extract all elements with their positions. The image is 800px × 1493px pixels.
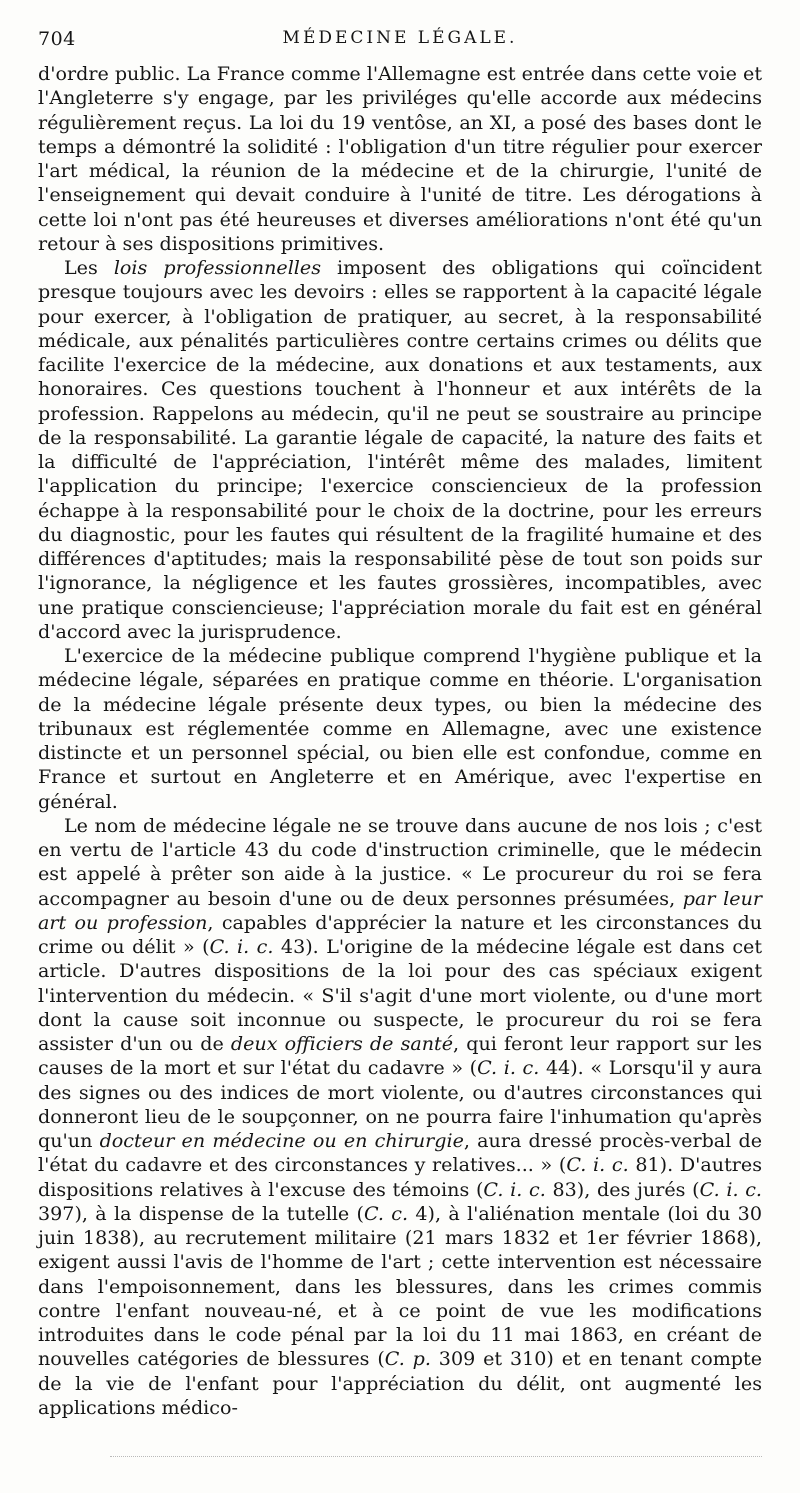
text-run: 44). « Lorsqu'il y aura des signes ou des indices de mort violente, ou d'autres circonstances qui donneront lieu de le soupçonner, on ne pourra faire l'inhumation qu'après qu'un: [38, 1056, 763, 1152]
text-run: 4), à l'aliénation mentale (loi du 30 juin 1838), au recrutement militaire (21 mars 1832 et 1er février 1868), exigent aussi l'avis de l'homme de l'art ; cette intervention est nécessaire dans l'empoisonnement, dans les blessures, dans les crimes commis contre l'enfant nouveau-né, et à ce point de vue les modifications introduites dans le code pénal par la loi du 11 mai 1863, en créant de nouvelles catégories de blessures (: [38, 1201, 762, 1371]
italic-text: C. i. c.: [566, 1153, 629, 1177]
text-run: 83), des jurés (: [545, 1177, 700, 1201]
italic-text: C. i. c.: [209, 935, 274, 958]
paragraph: [38, 256, 762, 644]
italic-text: C. c.: [364, 1201, 409, 1225]
italic-text: C. i. c.: [483, 1177, 546, 1201]
paragraph: [38, 644, 762, 814]
italic-text: C. i. c.: [699, 1177, 762, 1201]
text-run: L'exercice de la médecine publique comprend l'hygiène publique et la médecine légale, séparées en pratique comme en théorie. L'organisation de la médecine légale présente deux types, ou bien la médecine des tribunaux est réglementée comme en Allemagne, avec une existence distincte et un personnel spécial, ou bien elle est confondue, comme en France et surtout en Angleterre et en Amérique, avec l'expertise en général.: [38, 644, 762, 813]
text-run: 397), à la dispense de la tutelle (: [38, 1201, 364, 1225]
page-header: [38, 28, 762, 58]
italic-text: lois professionnelles: [113, 256, 321, 279]
text-run: 309 et 310) et en tenant compte de la vie de l'enfant pour l'appréciation du délit, ont augmenté les applications médico-: [38, 1347, 762, 1419]
body-text: [38, 62, 762, 1420]
paragraph: [38, 62, 762, 256]
text-run: Les: [64, 256, 114, 279]
italic-text: docteur en médecine ou en chirurgie: [99, 1129, 464, 1152]
text-run: Le nom de médecine légale ne se trouve dans aucune de nos lois ; c'est en vertu de l'article 43 du code d'instruction criminelle, que le médecin est appelé à prêter son aide à la justice. « Le procureur du roi se fera accompagner au besoin d'une ou de deux personnes présumées,: [38, 813, 762, 910]
text-run: 43). L'origine de la médecine légale est dans cet article. D'autres dispositions de la loi pour des cas spéciaux exigent l'intervention du médecin. « S'il s'agit d'une mort violente, ou d'une mort dont la cause soit inconnue ou suspecte, le procureur du roi se fera assister d'un ou de: [38, 935, 762, 1055]
bleed-through-line: [110, 1456, 762, 1457]
italic-text: par leur art ou profession: [38, 886, 762, 934]
running-title: MÉDECINE LÉGALE.: [282, 28, 518, 48]
italic-text: C. p.: [384, 1347, 431, 1371]
italic-text: C. i. c.: [477, 1056, 540, 1080]
text-run: , aura dressé procès-verbal de l'état du cadavre et des circonstances y relatives... » (: [38, 1129, 763, 1177]
paragraph: [38, 814, 762, 1420]
text-run: , capables d'apprécier la nature et les circonstances du crime ou délit » (: [38, 910, 763, 958]
italic-text: deux officiers de santé: [230, 1032, 454, 1055]
text-run: 81). D'autres dispositions relatives à l'excuse des témoins (: [38, 1153, 762, 1201]
text-run: , qui feront leur rapport sur les causes de la mort et sur l'état du cadavre » (: [38, 1032, 762, 1080]
text-run: imposent des obligations qui coïncident presque toujours avec les devoirs : elles se rapportent à la capacité légale pour exercer, à l'obligation de pratiquer, au secret, à la responsabilité médicale, aux pénalités particulières contre certains crimes ou délits que facilite l'exercice de la médecine, aux donations et aux testaments, aux honoraires. Ces questions touchent à l'honneur et aux intérêts de la profession. Rappelons au médecin, qu'il ne peut se soustraire au principe de la responsabilité. La garantie légale de capacité, la nature des faits et la difficulté de l'appréciation, l'intérêt même des malades, limitent l'application du principe; l'exercice consciencieux de la profession échappe à la responsabilité pour le choix de la doctrine, pour les erreurs du diagnostic, pour les fautes qui résultent de la fragilité humaine et des différences d'aptitudes; mais la responsabilité pèse de tout son poids sur l'ignorance, la négligence et les fautes grossières, incompatibles, avec une pratique consciencieuse; l'appréciation morale du fait est en général d'accord avec la jurisprudence.: [38, 256, 762, 643]
page-number: 704: [38, 28, 76, 50]
text-run: d'ordre public. La France comme l'Allemagne est entrée dans cette voie et l'Angleterre s'y engage, par les priviléges qu'elle accorde aux médecins régulièrement reçus. La loi du 19 ventôse, an XI, a posé des bases dont le temps a démontré la solidité : l'obligation d'un titre régulier pour exercer l'art médical, la réunion de la médecine et de la chirurgie, l'unité de l'enseignement qui devait conduire à l'unité de titre. Les dérogations à cette loi n'ont pas été heureuses et diverses améliorations n'ont été qu'un retour à ses dispositions primitives.: [38, 62, 762, 255]
